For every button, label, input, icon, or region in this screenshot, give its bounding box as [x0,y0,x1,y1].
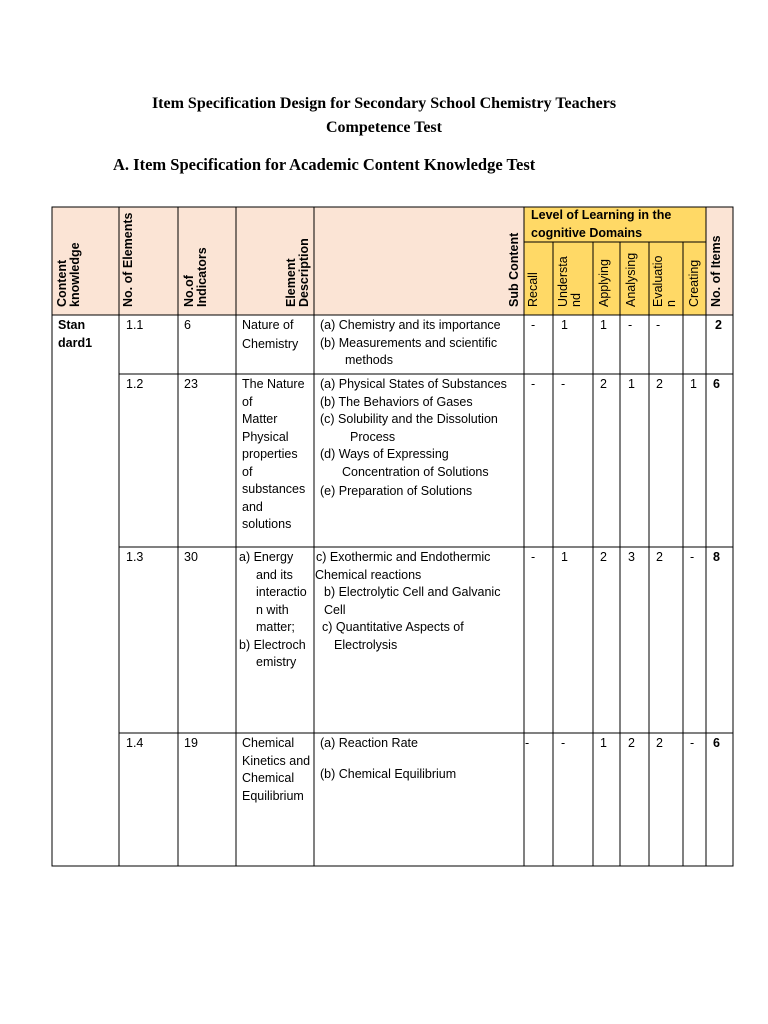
row-2-element: 1.2 [126,377,144,391]
header-analysing: Analysing [624,252,638,307]
header-understand: Understa nd [556,256,583,307]
row-4-items: 6 [713,736,720,750]
row-4-description: Chemical Kinetics and Chemical Equilibrium [242,736,311,803]
row-2-items: 6 [713,377,720,391]
row-2-creating: 1 [690,377,697,391]
row-4-analysing: 2 [628,736,635,750]
header-content-knowledge: Content knowledge [55,242,82,307]
row-2-applying: 2 [600,377,607,391]
row-2-evaluation: 2 [656,377,663,391]
row-1-evaluation: - [656,318,661,332]
row-1-description: Nature of Chemistry [242,318,299,351]
row-1-applying: 1 [600,318,607,332]
row-1-sub-content: (a) Chemistry and its importance (b) Measurements and scientific methods [320,318,501,367]
row-3-description: a) Energy and its interactio n with matter; b) Electroch emistry [239,550,307,669]
row-4-creating: - [690,736,695,750]
row-2-analysing: 1 [628,377,635,391]
row-4-element: 1.4 [126,736,144,750]
row-1-indicators: 6 [184,318,191,332]
row-1-understand: 1 [561,318,568,332]
row-3-recall: - [531,550,536,564]
document-title-line-2: Competence Test [326,119,442,136]
header-evaluation: Evaluatio n [651,255,678,307]
header-applying: Applying [597,259,611,307]
section-title: A. Item Specification for Academic Content Knowledge Test [113,155,536,174]
row-2-recall: - [531,377,536,391]
header-no-of-indicators: No.of Indicators [182,247,209,307]
row-1-recall: - [531,318,536,332]
row-4-understand: - [561,736,566,750]
row-2-indicators: 23 [184,377,198,391]
row-4-sub-content: (a) Reaction Rate (b) Chemical Equilibrium [320,736,457,781]
row-3-sub-content: c) Exothermic and Endothermic Chemical reactions b) Electrolytic Cell and Galvanic Cell c) Quantitative Aspects of Electrolysis [315,550,501,652]
header-element-description: Element Description [284,238,311,307]
row-2-description: The Nature of Matter Physical properties of substances and solutions [242,377,306,531]
row-3-evaluation: 2 [656,550,663,564]
header-no-of-elements: No. of Elements [121,212,135,307]
row-3-analysing: 3 [628,550,635,564]
row-3-indicators: 30 [184,550,198,564]
header-sub-content: Sub Content [507,232,521,307]
row-1-element: 1.1 [126,318,144,332]
row-2-understand: - [561,377,566,391]
header-recall: Recall [526,272,540,307]
row-3-applying: 2 [600,550,607,564]
row-4-applying: 1 [600,736,607,750]
row-3-element: 1.3 [126,550,144,564]
row-2-sub-content: (a) Physical States of Substances (b) The Behaviors of Gases (c) Solubility and the Dissolution Process (d) Ways of Expressing Concentration of Solutions (e) Preparation of Solutions [320,377,507,498]
row-3-understand: 1 [561,550,568,564]
header-no-of-items: No. of Items [709,235,723,307]
row-1-analysing: - [628,318,633,332]
standard-label: Stan dard1 [58,318,93,350]
row-3-creating: - [690,550,695,564]
row-3-items: 8 [713,550,720,564]
row-4-indicators: 19 [184,736,198,750]
row-4-evaluation: 2 [656,736,663,750]
row-1-items: 2 [715,318,722,332]
header-level-of-learning: Level of Learning in the cognitive Domains [531,208,672,240]
document-title-line-1: Item Specification Design for Secondary School Chemistry Teachers [151,95,617,112]
header-creating: Creating [687,259,701,307]
row-4-recall: - [525,736,530,750]
